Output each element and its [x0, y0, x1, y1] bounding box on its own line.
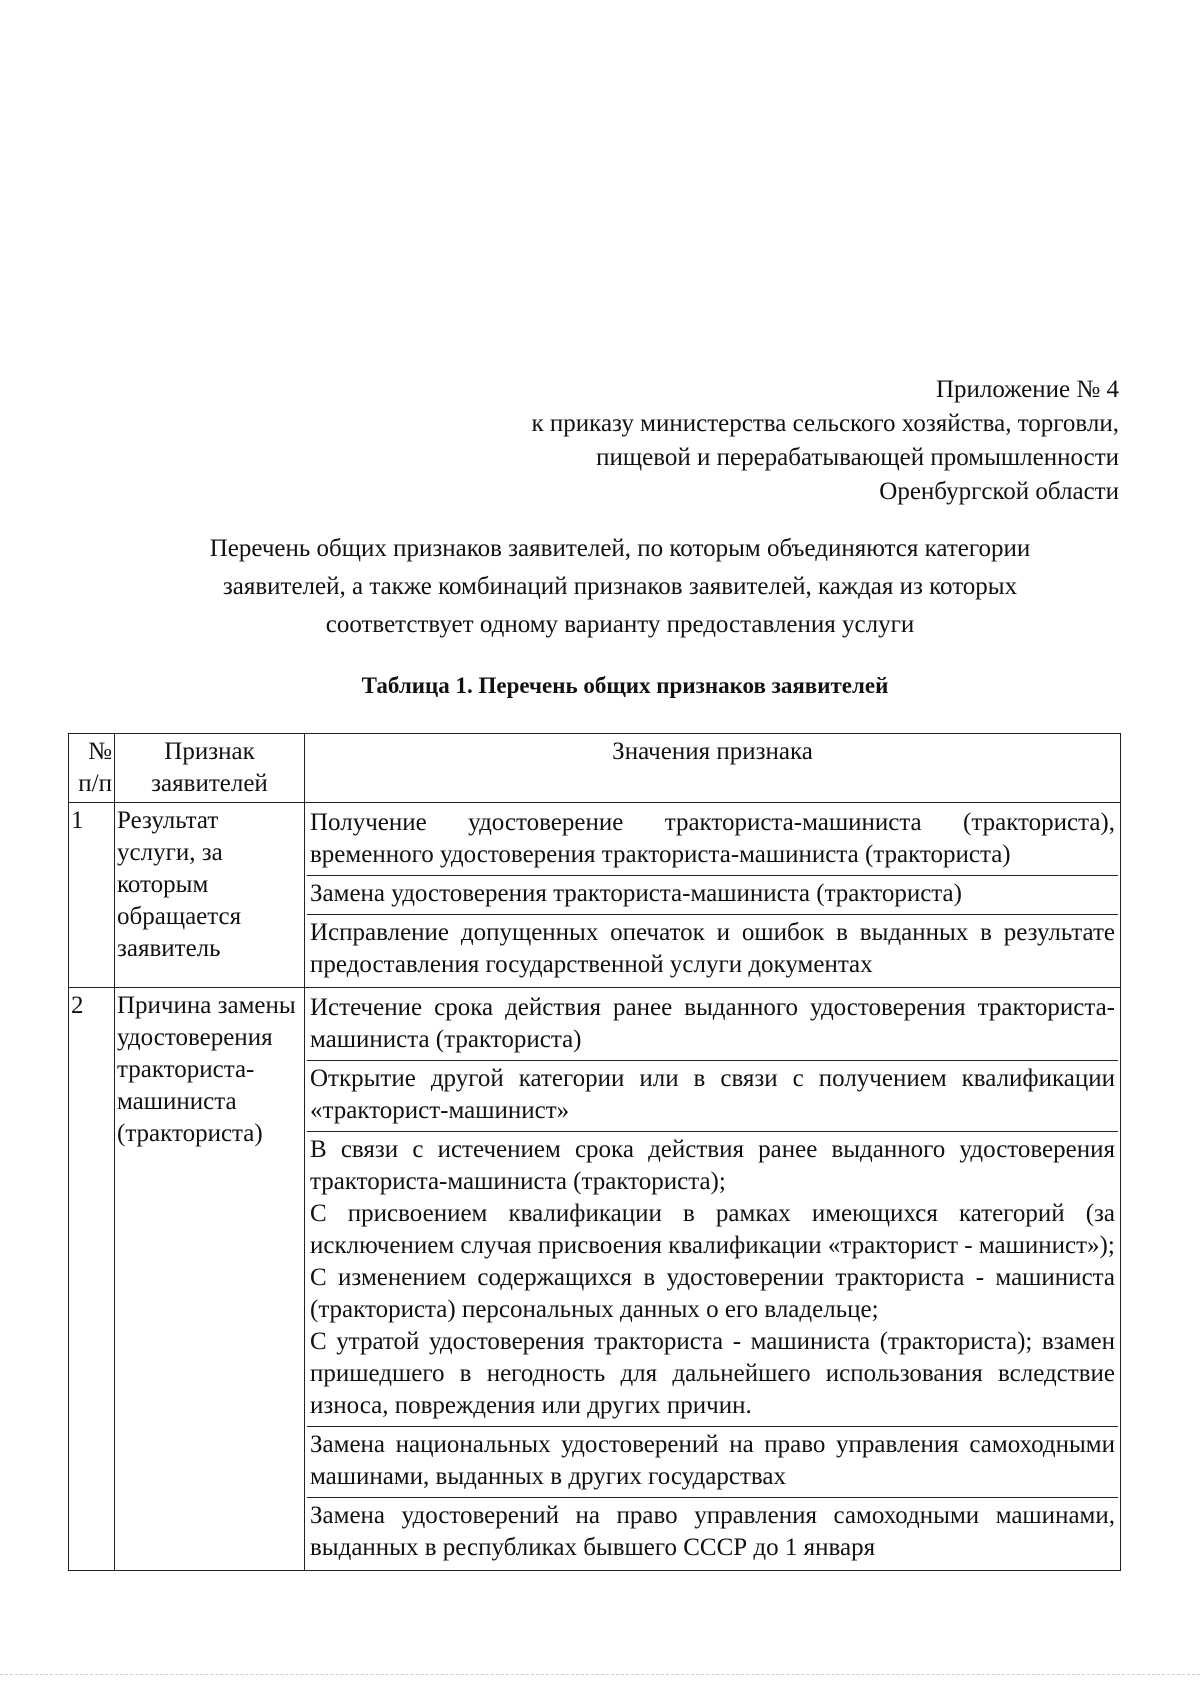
row-number: 1 [69, 803, 115, 988]
appendix-ref-line-1: к приказу министерства сельского хозяйства, торговли, [531, 410, 1119, 437]
value-line: С присвоением квалификации в рамках имеющихся категорий (за исключением случая присвоения квалификации «тракторист - машинист»); [310, 1200, 1115, 1259]
appendix-number: Приложение № 4 [935, 376, 1119, 403]
row-attribute: Результат услуги, за которым обращается заявитель [115, 803, 305, 988]
value-line: С изменением содержащихся в удостоверении тракториста - машиниста (тракториста) персональных данных о его владельце; [310, 1264, 1115, 1323]
value-item: Замена удостоверений на право управления самоходными машинами, выданных в республиках бывшего СССР до 1 января [310, 1502, 1115, 1561]
row-number: 2 [69, 988, 115, 1571]
table-row [69, 803, 1121, 988]
document-title-line-1: Перечень общих признаков заявителей, по которым объединяются категории [209, 535, 1031, 562]
document-title-line-3: соответствует одному варианту предоставления услуги [325, 611, 915, 638]
value-item: Получение удостоверение тракториста-машиниста (тракториста), временного удостоверения тракториста-машиниста (тракториста) [307, 805, 1118, 876]
document-title [140, 530, 1100, 644]
value-item: Открытие другой категории или в связи с получением квалификации «тракторист-машинист» [307, 1061, 1118, 1132]
header-num: № п/п [69, 734, 115, 803]
row-values [305, 803, 1121, 988]
value-item-multi [307, 1132, 1118, 1427]
appendix-ref-line-3: Оренбургской области [879, 478, 1119, 505]
table-header-row [69, 734, 1121, 803]
document-title-line-2: заявителей, а также комбинаций признаков заявителей, каждая из которых [222, 573, 1018, 600]
appendix-ref-line-2: пищевой и перерабатывающей промышленности [596, 444, 1119, 471]
row-attribute: Причина замены удостоверения тракториста-машиниста (тракториста) [115, 988, 305, 1571]
attributes-table [68, 733, 1121, 1571]
value-line: В связи с истечением срока действия ранее выданного удостоверения тракториста-машиниста (тракториста); [310, 1136, 1115, 1195]
header-attribute: Признак заявителей [115, 734, 305, 803]
row-values [305, 988, 1121, 1571]
scan-edge-divider [0, 1674, 1200, 1676]
value-item: Истечение срока действия ранее выданного удостоверения тракториста-машиниста (тракториста) [307, 990, 1118, 1061]
value-item: Исправление допущенных опечаток и ошибок в выданных в результате предоставления государственной услуги документах [310, 919, 1115, 978]
header-values: Значения признака [305, 734, 1121, 803]
table-caption: Таблица 1. Перечень общих признаков заявителей [361, 673, 889, 698]
table-row [69, 988, 1121, 1571]
appendix-header [532, 373, 1119, 509]
value-item: Замена национальных удостоверений на право управления самоходными машинами, выданных в других государствах [307, 1427, 1118, 1498]
value-item: Замена удостоверения тракториста-машиниста (тракториста) [307, 876, 1118, 915]
value-line: С утратой удостоверения тракториста - машиниста (тракториста); взамен пришедшего в негодность для дальнейшего использования вследствие износа, повреждения или других причин. [310, 1328, 1115, 1419]
